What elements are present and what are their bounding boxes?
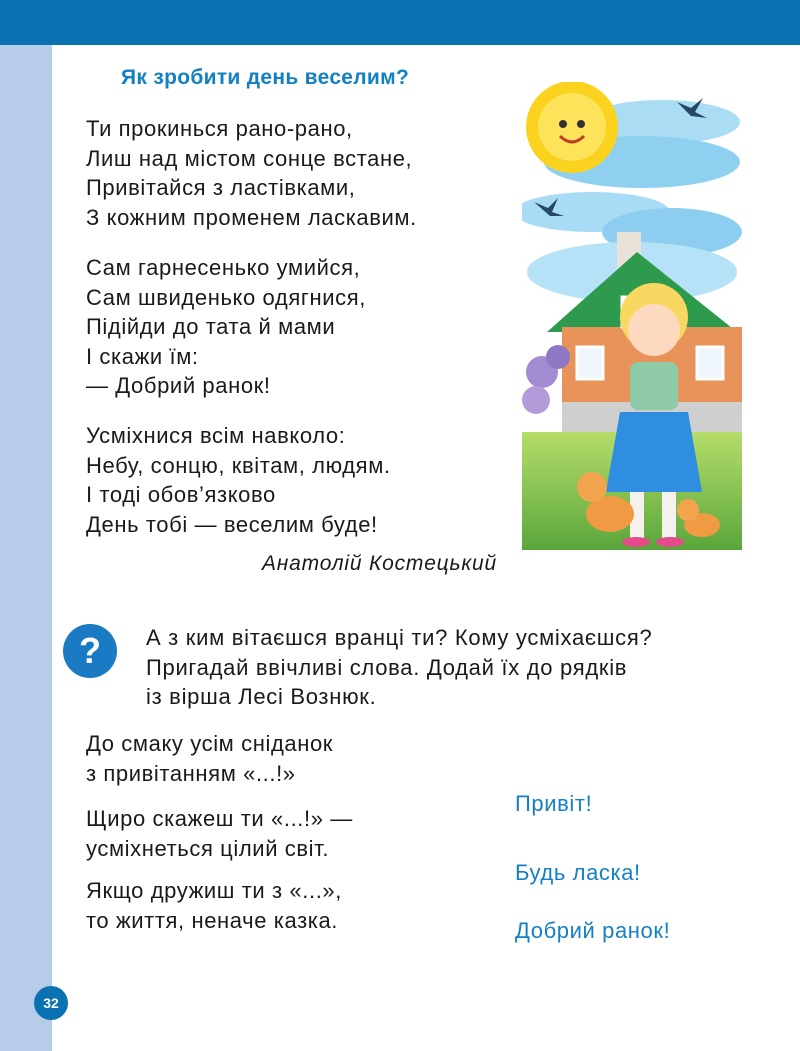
- stanza-1: [86, 114, 417, 232]
- task-text: [146, 623, 652, 712]
- poem-line: Сам швиденько одягнися,: [86, 284, 366, 310]
- poem-title: Як зробити день веселим?: [121, 66, 410, 89]
- poem-line: — Добрий ранок!: [86, 373, 271, 399]
- poem-author: Анатолій Костецький: [262, 552, 497, 575]
- header-bar: [0, 0, 800, 45]
- polite-word-option: Добрий ранок!: [515, 918, 671, 943]
- exercise-line: усміхнеться цілий світ.: [86, 836, 330, 861]
- stanza-2: [86, 253, 366, 401]
- exercise-line: то життя, неначе казка.: [86, 908, 339, 933]
- side-margin-strip: [0, 45, 52, 1051]
- poem-line: День тобі — веселим буде!: [86, 511, 378, 537]
- exercise-line: з привітанням «...!»: [86, 761, 296, 786]
- poem-line: Привітайся з ластівками,: [86, 175, 356, 201]
- poem-line: Лиш над містом сонце встане,: [86, 145, 413, 171]
- question-mark-icon: [62, 623, 118, 679]
- polite-word-option: Будь ласка!: [515, 860, 641, 885]
- exercise-couplet-2: [86, 804, 353, 864]
- poem-line: Ти прокинься рано-рано,: [86, 116, 353, 141]
- stanza-3: [86, 421, 391, 539]
- exercise-couplet-1: [86, 729, 333, 789]
- exercise-line: Щиро скажеш ти «...!» —: [86, 806, 353, 831]
- poem-line: І тоді обов’язково: [86, 482, 276, 508]
- poem-line: Підійди до тата й мами: [86, 314, 336, 340]
- poem-line: І скажи їм:: [86, 343, 199, 369]
- polite-word-option: Привіт!: [515, 791, 593, 816]
- sun-icon: [526, 82, 618, 173]
- task-line: Пригадай ввічливі слова. Додай їх до рядків: [146, 654, 628, 680]
- poem-line: Усміхнися всім навколо:: [86, 423, 346, 448]
- exercise-line: До смаку усім сніданок: [86, 731, 334, 756]
- poem-line: З кожним променем ласкавим.: [86, 204, 417, 230]
- question-mark-glyph: ?: [79, 630, 101, 671]
- exercise-couplet-3: [86, 876, 342, 936]
- poem-line: Сам гарнесенько умийся,: [86, 255, 361, 280]
- page-number: 32: [34, 986, 68, 1020]
- poem-line: Небу, сонцю, квітам, людям.: [86, 452, 391, 478]
- exercise-line: Якщо дружиш ти з «...»,: [86, 878, 342, 903]
- task-line: із вірша Лесі Вознюк.: [146, 684, 377, 709]
- task-line: А з ким вітаєшся вранці ти? Кому усміхаєшся?: [146, 625, 653, 650]
- morning-illustration: [522, 82, 742, 550]
